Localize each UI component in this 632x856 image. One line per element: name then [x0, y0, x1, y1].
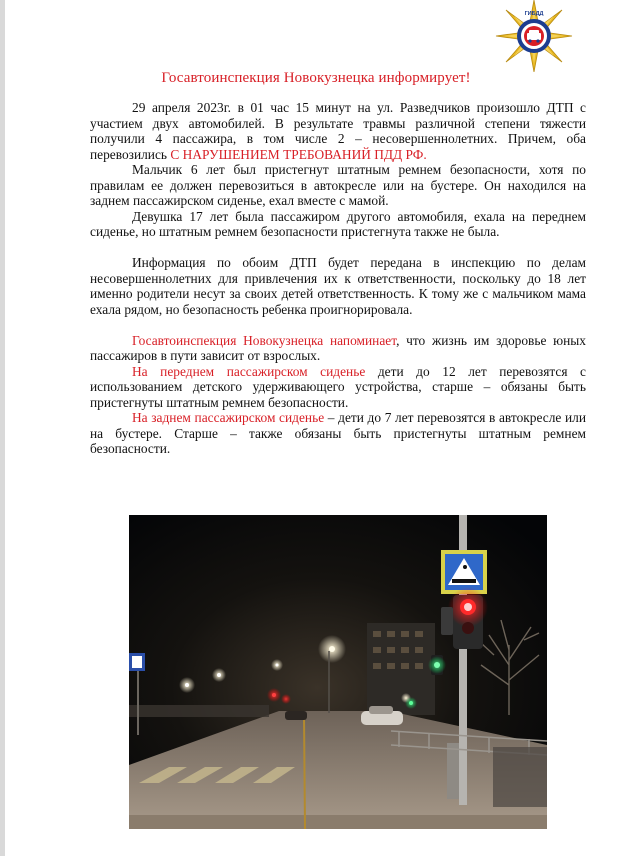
street-photo: [129, 515, 547, 829]
paragraph-4: Информация по обоим ДТП будет передана в инспекцию по делам несовершеннолетних для привлечения их к ответственности, поскольку до 18 лет именно родители несут за своих детей ответственность. К тому же с мальчиком мама ехала рядом, но безопасность ребенка проигнорировала.: [90, 255, 586, 317]
paragraph-7: На заднем пассажирском сиденье – дети до 7 лет перевозятся в автокресле или на бустере. Старше – также обязаны быть пристегнуты штатным ремнем безопасности.: [90, 410, 586, 456]
paragraph-3: Девушка 17 лет была пассажиром другого автомобиля, ехала на переднем сиденье, но штатным ремнем безопасности пристегнута также не была.: [90, 208, 586, 239]
page-title: Госавтоинспекция Новокузнецка информирует!: [161, 70, 471, 86]
paragraph-6: На переднем пассажирском сиденье дети до 12 лет перевозятся с использованием детского удерживающего устройства, старше – обязаны быть пристегнуты штатным ремнем безопасности.: [90, 363, 586, 410]
violation-highlight: С НАРУШЕНИЕМ ТРЕБОВАНИЙ ПДД РФ.: [170, 146, 427, 162]
emblem-text: ГИБДД: [524, 11, 544, 17]
front-seat-highlight: На переднем пассажирском сиденье: [132, 363, 366, 379]
article-body: [90, 100, 586, 457]
rear-seat-highlight: На заднем пассажирском сиденье: [132, 410, 325, 425]
paragraph-5: Госавтоинспекция Новокузнецка напоминает, что жизнь им здоровье юных пассажиров в пути зависит от взрослых.: [90, 332, 586, 363]
paragraph-2: Мальчик 6 лет был пристегнут штатным ремнем безопасности, хотя по правилам ее должен перевозиться в автокресле или на бустере. Он находился на заднем пассажирском сиденье, ехал вместе с мамой.: [90, 162, 586, 208]
paragraph-1-text: 29 апреля 2023г. в 01 час 15 минут на ул. Разведчиков произошло ДТП с участием двух автомобилей. В результате травмы различной степени тяжести получили 4 пассажира, в том числе 2 – несовершеннолетних. Причем, оба перевозились: [90, 100, 586, 162]
reminder-highlight: Госавтоинспекция Новокузнецка напоминает: [132, 332, 397, 348]
page-edge: [0, 0, 5, 856]
gibdd-emblem: [488, 0, 580, 72]
paragraph-1: [90, 100, 586, 162]
